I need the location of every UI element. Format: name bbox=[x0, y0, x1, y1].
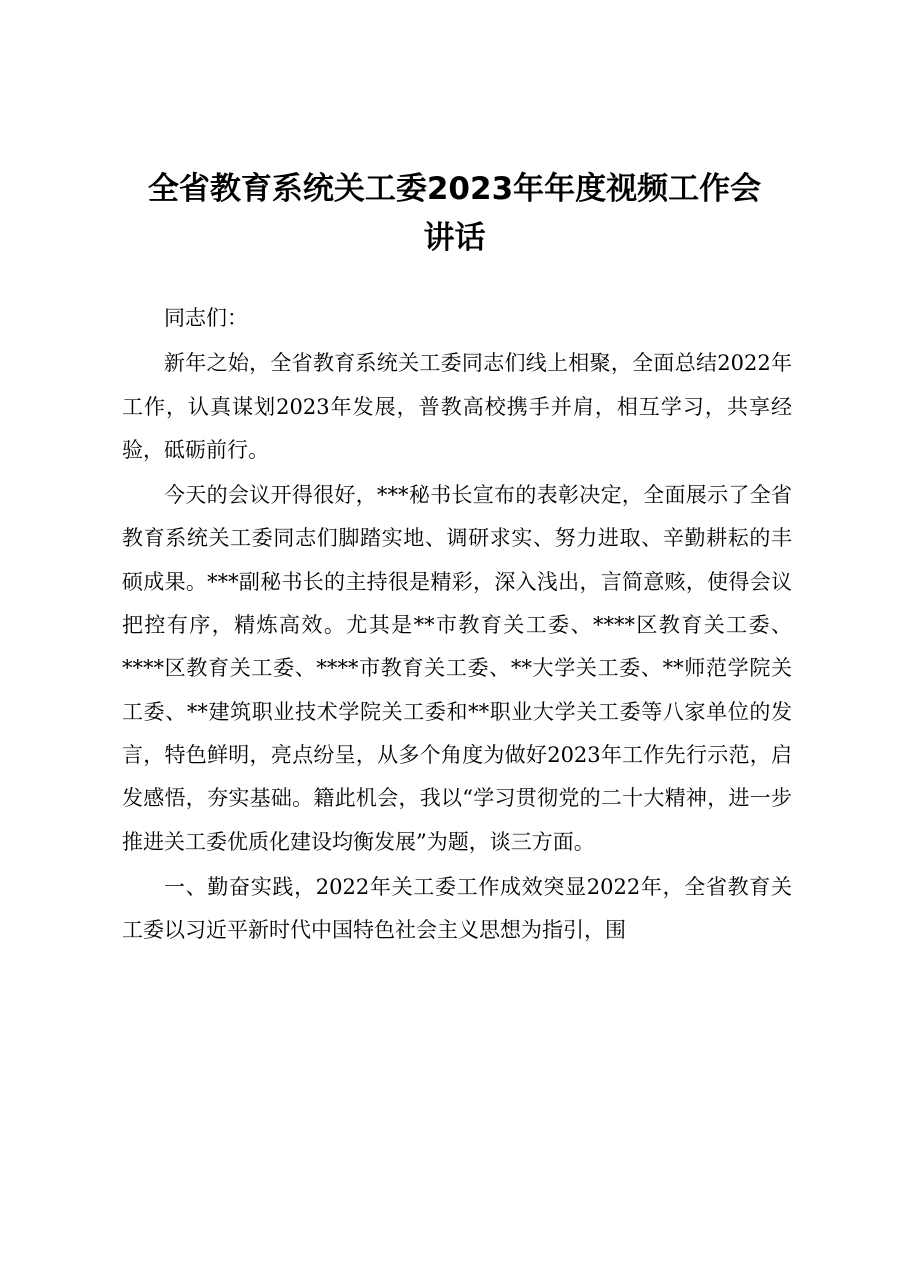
paragraph-opening: 新年之始，全省教育系统关工委同志们线上相聚，全面总结2022年工作，认真谋划2023年发展，普教高校携手并肩，相互学习，共享经验，砥砺前行。 bbox=[122, 351, 792, 462]
document-title-line-1: 全省教育系统关工委2023年年度视频工作会 bbox=[147, 171, 762, 207]
paragraph-meeting-review: 今天的会议开得很好，***秘书长宣布的表彰决定，全面展示了全省教育系统关工委同志们脚踏实地、调研求实、努力进取、辛勤耕耘的丰硕成果。***副秘书长的主持很是精彩，深入浅出，言简意赅，使得会议把控有序，精炼高效。尤其是**市教育关工委、****区教育关工委、****区教育关工委、****市教育关工委、**大学关工委、**师范学院关工委、**建筑职业技术学院关工委和**职业大学关工委等八家单位的发言，特色鲜明，亮点纷呈，从多个角度为做好2023年工作先行示范，启发感悟，夯实基础。籍此机会，我以“学习贯彻党的二十大精神，进一步推进关工委优质化建设均衡发展”为题，谈三方面。 bbox=[122, 483, 792, 854]
document-body bbox=[122, 297, 792, 952]
document-title-line-2: 讲话 bbox=[423, 220, 486, 256]
paragraph-section-one: 一、勤奋实践，2022年关工委工作成效突显2022年，全省教育关工委以习近平新时代中国特色社会主义思想为指引，围 bbox=[122, 874, 792, 943]
greeting: 同志们： bbox=[164, 306, 248, 330]
